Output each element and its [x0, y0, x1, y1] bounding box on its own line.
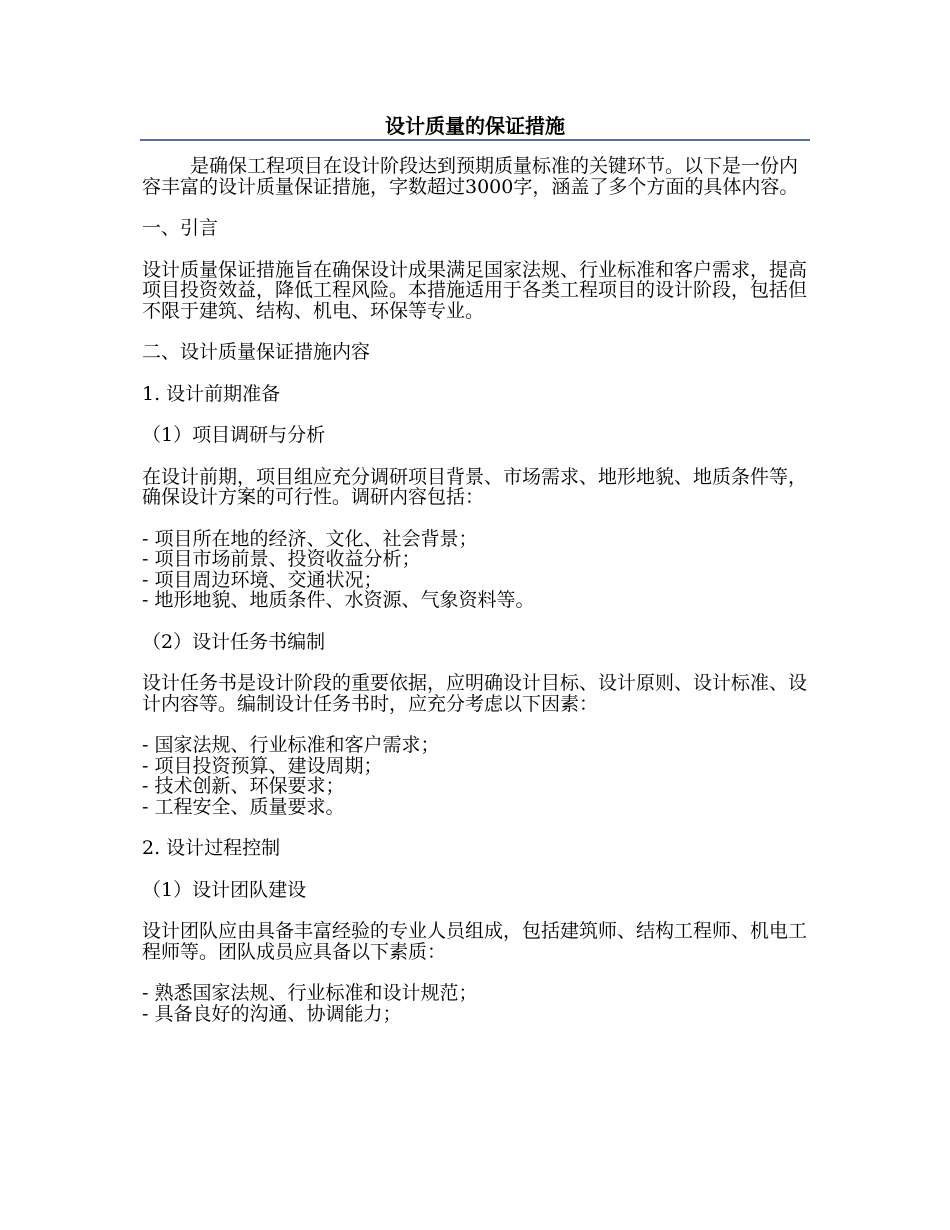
- list-item: - 技术创新、环保要求；: [142, 775, 345, 797]
- list-item: - 工程安全、质量要求。: [142, 795, 345, 818]
- list-item: - 具备良好的沟通、协调能力；: [142, 1002, 402, 1025]
- sub1-1-heading: （1）项目调研与分析: [142, 424, 326, 446]
- sub2-1-heading: （1）设计团队建设: [142, 878, 307, 901]
- list-item: - 项目投资预算、建设周期；: [142, 754, 383, 777]
- document-body: [142, 156, 810, 1045]
- section2-heading: 二、设计质量保证措施内容: [142, 341, 371, 363]
- sub1-1-list: [142, 529, 810, 611]
- sub1-heading: 1. 设计前期准备: [142, 382, 281, 405]
- list-item: - 地形地貌、地质条件、水资源、气象资料等。: [142, 589, 535, 611]
- sub1-2-heading: （2）设计任务书编制: [142, 630, 326, 653]
- sub1-2-list: [142, 735, 810, 817]
- list-item: - 熟悉国家法规、行业标准和设计规范；: [142, 982, 478, 1004]
- list-item: - 国家法规、行业标准和客户需求；: [142, 734, 440, 756]
- section1-paragraph: 设计质量保证措施旨在确保设计成果满足国家法规、行业标准和客户需求，提高项目投资效益，降低工程风险。本措施适用于各类工程项目的设计阶段，包括但不限于建筑、结构、机电、环保等专业。: [142, 258, 808, 322]
- intro-paragraph: 是确保工程项目在设计阶段达到预期质量标准的关键环节。以下是一份内容丰富的设计质量保证措施，字数超过3000字，涵盖了多个方面的具体内容。: [142, 155, 799, 198]
- sub2-1-list: [142, 983, 810, 1024]
- sub2-1-paragraph: 设计团队应由具备丰富经验的专业人员组成，包括建筑师、结构工程师、机电工程师等。团队成员应具备以下素质：: [142, 920, 808, 963]
- sub1-1-paragraph: 在设计前期，项目组应充分调研项目背景、市场需求、地形地貌、地质条件等，确保设计方案的可行性。调研内容包括：: [142, 465, 808, 508]
- list-item: - 项目所在地的经济、文化、社会背景；: [142, 527, 478, 550]
- section1-heading: 一、引言: [142, 217, 219, 239]
- list-item: - 项目周边环境、交通状况；: [142, 568, 383, 591]
- list-item: - 项目市场前景、投资收益分析；: [142, 548, 421, 570]
- document-title: 设计质量的保证措施: [385, 114, 565, 138]
- sub1-2-paragraph: 设计任务书是设计阶段的重要依据，应明确设计目标、设计原则、设计标准、设计内容等。编制设计任务书时，应充分考虑以下因素：: [142, 672, 808, 715]
- sub2-heading: 2. 设计过程控制: [142, 837, 281, 859]
- title-underline: [140, 139, 810, 141]
